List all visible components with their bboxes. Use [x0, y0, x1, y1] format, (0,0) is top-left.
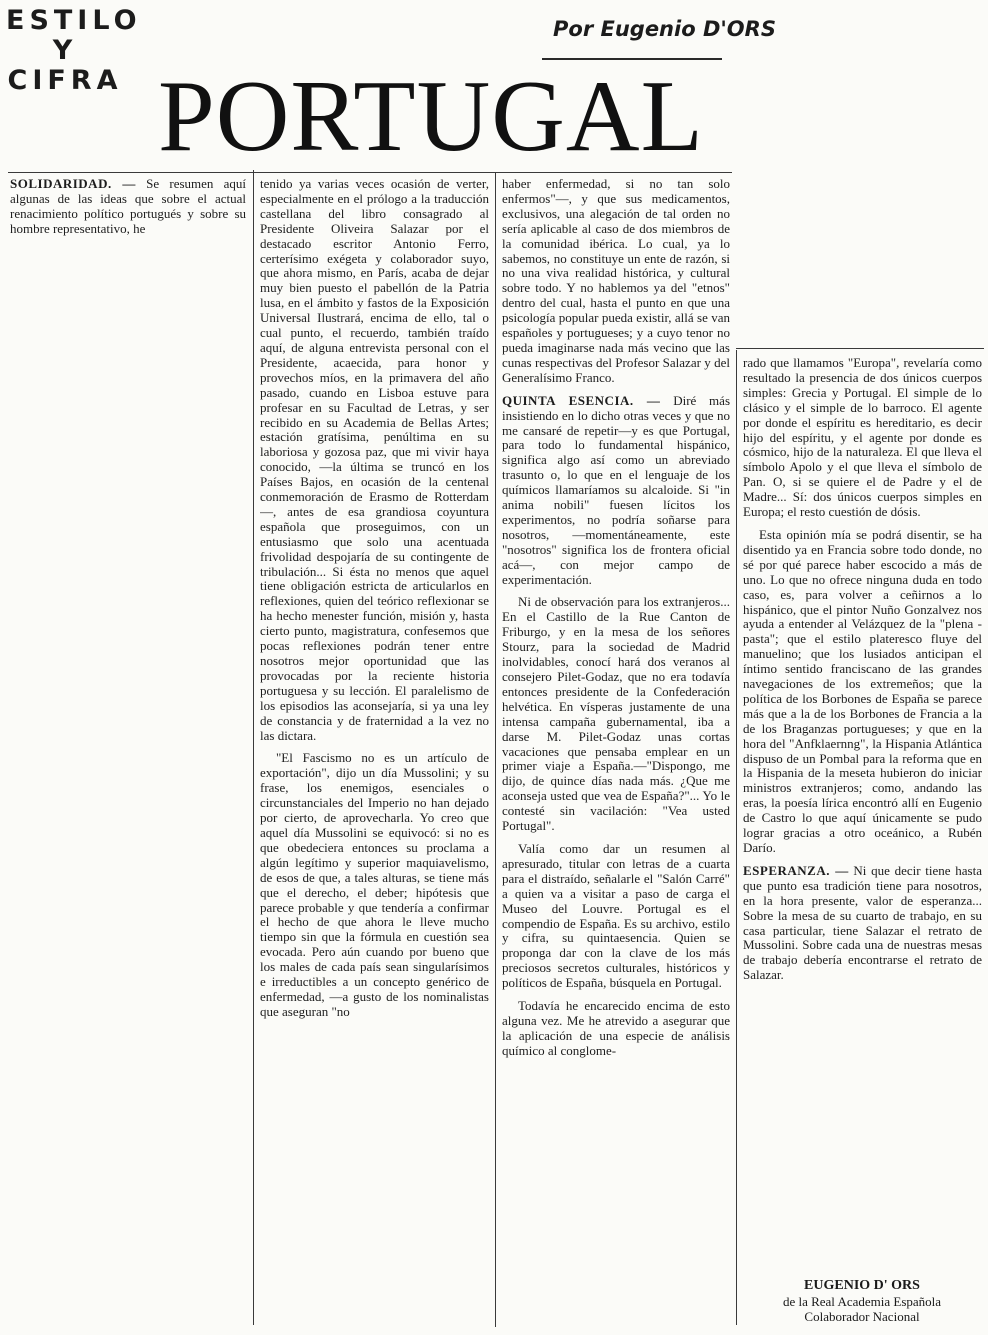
subhead-solidaridad: SOLIDARIDAD. —	[10, 177, 136, 191]
paragraph	[743, 356, 982, 520]
paragraph	[502, 842, 730, 991]
paragraph	[743, 528, 982, 856]
paragraph-text: Se resumen aquí algunas de las ideas que sobre el actual renacimiento político portugués y sobre su hombre representativo, he	[10, 177, 246, 236]
paragraph	[502, 999, 730, 1059]
article-top-rule	[8, 172, 732, 173]
section-tag-line: CIFRA	[7, 65, 123, 96]
article-column-3	[502, 177, 730, 1327]
paragraph-text: Ni que decir tiene hasta que punto esa tradición tiene para nosotros, en la hora presente, valor de esperanza... Sobre la mesa de su cuarto de trabajo, en su casa particular, tiene Salazar el retrato de Mussolini. Sobre cada una de nuestras mesas de trabajo debería encontrarse el retrato de Salazar.	[743, 862, 982, 983]
subhead-quinta-esencia: QUINTA ESENCIA. —	[502, 392, 661, 408]
section-tag-line: ESTILO	[6, 5, 142, 36]
section-tag	[6, 5, 142, 96]
subhead-esperanza: ESPERANZA. —	[743, 862, 849, 878]
paragraph-text: "El Fascismo no es un artículo de exportación", dijo un día Mussolini; y su frase, los enemigos, esenciales o circunstanciales del Imperio no han dejado por cierto, de aprovecharla. Yo creo que aquel día Mussolini se equivocó: si no es que obedeciera entonces su proclama a algún legítimo y superior maquiavelismo, de esos de que, a tales alturas, se tiene más que el derecho, el deber; hipótesis que parece probable y que tendería a confirmar el hecho de que ahora le lleve mucho tiempo sin que la fórmula en cuestión sea evocada. Pero aún cuando por bueno que los males de cada país sean singularísimos e irreductibles a un concepto genérico de enfermedad, —a gusto de los nominalistas que aseguran "no	[260, 750, 489, 1019]
paragraph	[502, 595, 730, 834]
author-role: Colaborador Nacional	[804, 1309, 920, 1324]
signature-block	[742, 1278, 982, 1324]
paragraph-text: Diré más insistiendo en lo dicho otras veces y que no me cansaré de repetir—y es que Portugal, para todo lo fundamental hispánico, significa algo así como un abreviado trasunto o, lo que en el lenguaje de los químicos llamaríamos su alcaloide. Si "in anima nobili" fuesen lícitos los experimentos, no podría soñarse para nosotros, —momentáneamente, este "nosotros" significa los de frontera oficial acá—, con mejor campo de experimentación.	[502, 392, 730, 587]
paragraph	[502, 177, 730, 386]
column-divider	[253, 170, 254, 1325]
byline: Por Eugenio D'ORS	[553, 17, 776, 41]
paragraph-text: Valía como dar un resumen al apresurado, titular con letras de a cuarta para el distraído, señalarle el "Salón Carré" a quien va a visitar a paso de carga el Museo del Louvre. Portugal es el compendio de España. Es su archivo, estilo y cifra, su quintaesencia. Quien se proponga dar con la clave de los más preciosos secretos culturales, históricos y políticos de España, búsquela en Portugal.	[502, 840, 730, 991]
paragraph-text: Ni de observación para los extranjeros... En el Castillo de la Rue Canton de Friburgo, y en la mesa de los señores Stourz, para la sociedad de Madrid inolvidables, conocí hará dos veranos al consejero Pilet-Godaz, que no era todavía entonces presidente de la Confederación helvética. En vísperas justamente de una intensa campaña gubernamental, iba a darse M. Pilet-Godaz unas cortas vacaciones que pensaba emplear en un primer viaje a España.—"Dispongo, me dijo, de quince días nada más. ¿Que me aconseja usted que vea de España?"... Yo le contesté sin vacilación: "Vea usted Portugal".	[502, 594, 730, 834]
article-column-1	[10, 177, 246, 247]
article-column-2	[260, 177, 489, 1327]
paragraph	[502, 394, 730, 588]
paragraph-text: tenido ya varias veces ocasión de verter, especialmente en el prólogo a la traducción castellana del libro consagrado al Presidente Oliveira Salazar por el destacado escritor Antonio Ferro, certerísimo exégeta y colaborador suyo, que ahora mismo, en París, acaba de dejar muy bien puesto el pabellón de la Patria lusa, en el ámbito y fastos de la Exposición Universal Ilustrará, encima de ello, tal o cual punto, el recuerdo, también traído aquí, de alguna entrevista personal con el Presidente, acaecida, para honor y provechos míos, en la primavera del año pasado, cuando en Lisboa estuve para profesar en su Facultad de Letras, y ser recibido en su Academia de Bellas Artes; estación gratísima, penúltima en su laboriosa y gozosa paz, que mi vivir haya conocido, —la última se truncó en los Países Bajos, en ocasión de la centenal conmemoración de Erasmo de Rotterdam—, antes de esa grandiosa coyuntura española que proseguimos, con un entusiasmo que solo una acentuada frivolidad despojaría de su contingente de tribulación... Si ésta no menos que aquel tiene obligación estricta de articularlos en reflexiones, quien del teórico reflexionar se ha hecho menester función, misión y, hasta cierto punto, magistratura, confesemos que pocas reflexiones podrán tener entre nosotros mejor oportunidad que las provocadas por la reciente historia portuguesa y su lección. El paralelismo de los episodios las aconsejaría, si ya una ley de constancia y de fraternidad a la vez no las dictara.	[260, 177, 489, 743]
paragraph	[10, 177, 246, 237]
column-divider	[736, 350, 737, 1325]
headline: PORTUGAL	[158, 60, 704, 173]
paragraph-text: haber enfermedad, si no tan solo enfermos"—, y que sus medicamentos, exclusivos, una alegación de tal orden no sería aplicable al caso de dos miembros de la comunidad ibérica. Lo cual, ya lo sabemos, no constituye un ente de razón, si no una viva realidad histórica, y cultural sobre todo. Y no hablemos ya del "etnos" dentro del cual, hasta el punto en que una psicología popular pueda existir, allá se van españoles y portugueses; y a cuyo tenor no pueda imaginarse nada más vecino que las cunas respectivas del Profesor Salazar y del Generalísimo Franco.	[502, 177, 730, 385]
paragraph	[260, 751, 489, 1019]
paragraph-text: Esta opinión mía se podrá disentir, se ha disentido ya en Francia sobre todo donde, no sé por qué parece haber escocido a más de uno. Lo que no ofrece ninguna duda en todo caso, es, para volver a ceñirnos a lo hispánico, que el pintor Nuño Gonzalvez nos ayuda a entender al Velázquez de la "plena - pasta"; que el estilo plateresco fluye del manuelino; que los lusiados anticipan el íntimo sentido franciscano de las grandes navegaciones de los extremeños; que la política de los Borbones de España se parece más que a la de los Borbones de Francia a la de los Braganzas portugueses; y que en la hora del "Anfklaernng", la Hispania Atlántica dispuso de un Pombal para la reforma que en la Hispania de la meseta hubieron do iniciar ministros extranjeros; como, andando las eras, la poesía lírica encontró allí en Eugenio de Castro lo que aquí únicamente se pudo lograr gracias a otro oceánico, a Rubén Darío.	[743, 526, 982, 855]
paragraph-text: rado que llamamos "Europa", revelaría como resultado la presencia de dos únicos cuerpos simples: Grecia y Portugal. El simple de lo clásico y el simple de lo barroco. El agente por donde el espíritu es hereditario, es decir hijo del espíritu, y el agente por donde es cósmico, hijo de la naturaleza. El que lleva el símbolo Apolo y el que lleva el símbolo de Pan. O, si se quiere el de Padre y el de Madre... Sí: dos únicos cuerpos simples en Europa; el resto cuestión de dósis.	[743, 356, 982, 520]
article-column-4	[743, 356, 982, 1276]
paragraph	[743, 864, 982, 983]
author-signature: EUGENIO D' ORS	[804, 1278, 920, 1293]
paragraph-text: Todavía he encarecido encima de esto alguna vez. Me he atrevido a asegurar que la aplicación de una especie de análisis químico al conglome-	[502, 998, 730, 1058]
column-top-rule	[736, 348, 984, 349]
paragraph	[260, 177, 489, 743]
section-tag-line: Y	[52, 35, 78, 66]
column-divider	[495, 172, 496, 1327]
author-affiliation: de la Real Academia Española	[782, 1294, 942, 1309]
